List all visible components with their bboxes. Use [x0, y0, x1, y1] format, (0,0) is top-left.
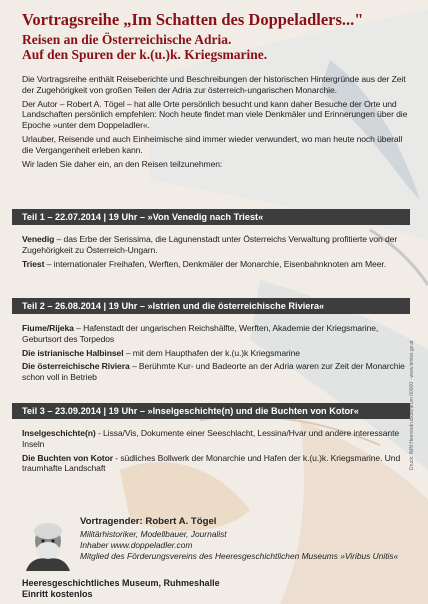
- item-text: - südliches Bollwerk der Monarchie und Hafen der k.(u.)k. Kriegsmarine. Und traumhafte Landschaft: [22, 452, 401, 474]
- list-item: [22, 259, 414, 270]
- item-term: Die österreichische Riviera: [22, 361, 130, 372]
- speaker-portrait: [22, 519, 74, 571]
- intro-paragraph: Die Vortragsreihe enthält Reiseberichte und Beschreibungen der historischen Hintergründe aus der Zeit der Zugehörigkeit von großen Teilen der Adria zur österreich-ungarischen Monarchie.: [22, 74, 406, 95]
- list-item: [22, 234, 414, 256]
- intro-paragraph: Wir laden Sie daher ein, an den Reisen teilzunehmen:: [22, 158, 223, 169]
- item-text: – internationaler Freihafen, Werften, Denkmäler der Monarchie, Eisenbahnknoten am Meer.: [44, 258, 386, 269]
- item-term: Triest: [22, 258, 45, 269]
- venue-info: [22, 578, 342, 600]
- speaker-info: [80, 516, 400, 562]
- list-item: [22, 323, 414, 345]
- section-part-2: [22, 323, 414, 386]
- item-term: Venedig: [22, 234, 55, 244]
- intro-paragraph: Urlauber, Reisende und auch Einheimische sind immer wieder verwundert, wo man heute noch überall die Vergangenheit erleben kann.: [22, 133, 403, 155]
- list-item: [22, 361, 414, 383]
- intro-paragraph: Der Autor – Robert A. Tögel – hat alle Orte persönlich besucht und kann daher Besuche der Orte und Landschaften persönlich empfehlen: Noch heute findet man viele Denkmäler und Erinnerungen über die Epoche »unter dem Doppeladler«.: [22, 98, 408, 131]
- intro-text: [22, 74, 414, 172]
- venue-line: Einritt kostenlos: [22, 589, 93, 599]
- item-term: Inselgeschichte(n): [22, 428, 96, 438]
- section-part-1: [22, 234, 414, 272]
- item-text: – Hafenstadt der ungarischen Reichshälfte, Werften, Akademie der Kriegsmarine, Geburtsort des Torpedos: [22, 323, 379, 344]
- list-item: [22, 348, 414, 359]
- item-term: Die Buchten von Kotor: [22, 452, 114, 463]
- item-term: Fiume/Rijeka: [22, 323, 74, 333]
- item-text: – das Erbe der Serissima, die Lagunenstadt unter Österreichs Verwaltung profitierte von der Zugehörigkeit zu Österreich-Ungarn.: [22, 234, 398, 255]
- speaker-role: Inhaber www.doppeladler.com: [80, 540, 193, 550]
- section-heading-part-2: Teil 2 – 26.08.2014 | 19 Uhr – »Istrien und die österreichische Riviera«: [12, 298, 410, 314]
- section-heading-part-3: Teil 3 – 23.09.2014 | 19 Uhr – »Inselgeschichte(n) und die Buchten von Kotor«: [12, 403, 410, 419]
- speaker-role: Militärhistoriker, Modellbauer, Journalist: [80, 529, 227, 539]
- subtitle-line-1: Reisen an die Österreichische Adria.: [22, 32, 232, 47]
- page-subtitle: [22, 32, 412, 62]
- subtitle-line-2: Auf den Spuren der k.(u.)k. Kriegsmarine.: [22, 47, 268, 62]
- imprint-text: Druck: IMN Heeresdruckzentrum 00000 · www.bmlvs.gv.at: [409, 340, 415, 470]
- page-title: Vortragsreihe „Im Schatten des Doppeladlers...": [22, 10, 364, 29]
- item-text: – Berühmte Kur- und Badeorte an der Adria waren zur Zeit der Monarchie schon voll in Betrieb: [22, 361, 405, 383]
- venue-line: Heeresgeschichtliches Museum, Ruhmeshalle: [22, 578, 220, 588]
- speaker-role: Mitglied des Förderungsvereins des Heeresgeschichtlichen Museums »Viribus Unitis«: [80, 551, 399, 561]
- item-text: – mit dem Haupthafen der k.(u.)k Kriegsmarine: [123, 347, 300, 358]
- speaker-name: Vortragender: Robert A. Tögel: [80, 516, 217, 527]
- item-text: - Lissa/Vis, Dokumente einer Seeschlacht, Lessina/Hvar und andere interessante Inseln: [22, 428, 400, 449]
- section-heading-part-1: Teil 1 – 22.07.2014 | 19 Uhr – »Von Venedig nach Triest«: [12, 209, 410, 225]
- list-item: [22, 428, 414, 450]
- section-part-3: [22, 428, 414, 477]
- item-term: Die istrianische Halbinsel: [22, 347, 124, 358]
- list-item: [22, 453, 414, 475]
